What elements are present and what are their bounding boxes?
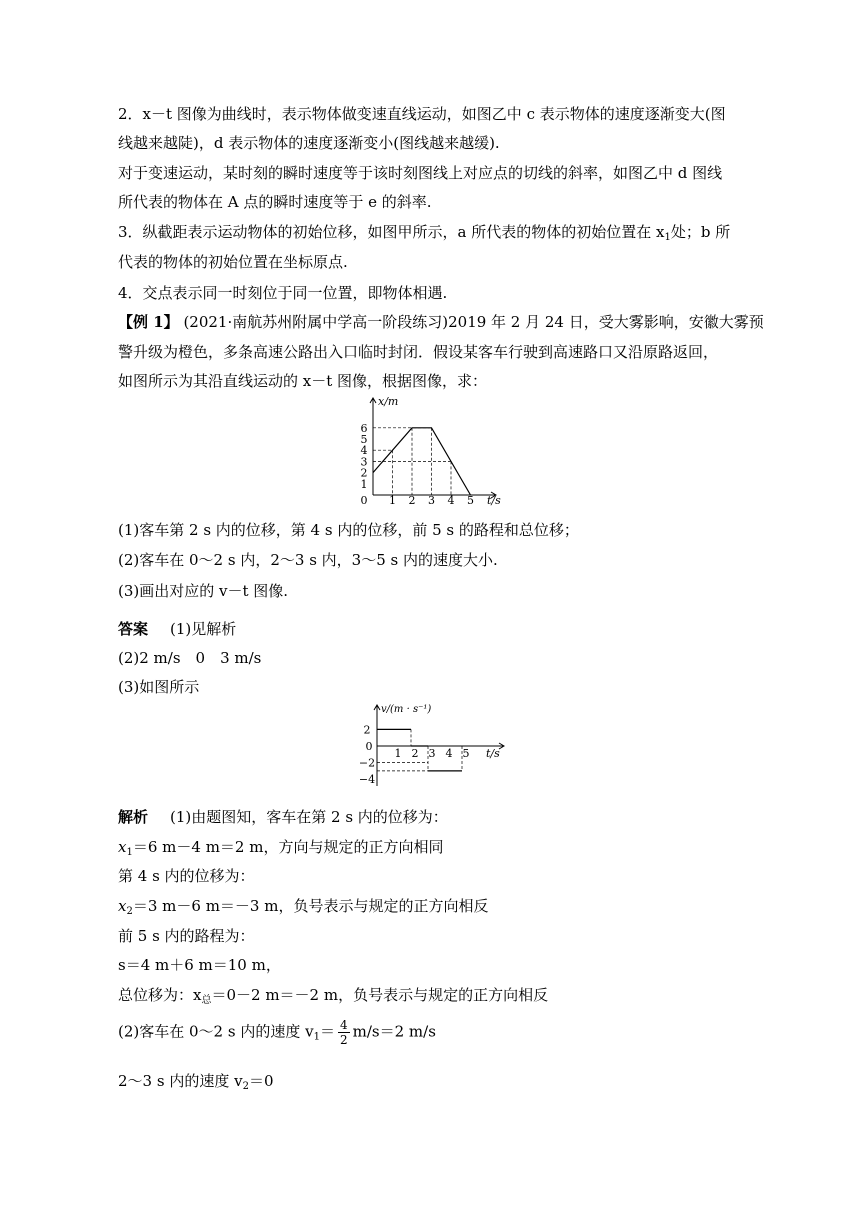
example-tag: 【例 1】 xyxy=(118,313,179,331)
x-tick-label: 2 xyxy=(411,747,419,760)
answer-line: (3)如图所示 xyxy=(118,678,200,696)
x-tick-label: 0 xyxy=(365,740,373,753)
answer-line: 答案 (1)见解析 xyxy=(118,620,237,638)
xt-series-line xyxy=(373,428,471,495)
y-axis-label: x/m xyxy=(378,395,399,408)
paragraph: 对于变速运动，某时刻的瞬时速度等于该时刻图线上对应点的切线的斜率，如图乙中 d 图线 xyxy=(118,164,723,182)
x-tick-label: 0 xyxy=(360,494,368,507)
y-tick-label: −4 xyxy=(358,773,376,787)
y-tick-label: 1 xyxy=(360,477,368,491)
solution-label: 解析 xyxy=(118,808,149,826)
x-tick-label: 5 xyxy=(462,747,470,760)
y-tick-label: 3 xyxy=(360,455,368,469)
x-tick-label: 2 xyxy=(408,494,416,507)
example-line: 如图所示为其沿直线运动的 x－t 图像，根据图像，求： xyxy=(118,372,488,390)
solution-line: 前 5 s 内的路程为： xyxy=(118,927,255,945)
x-tick-label: 4 xyxy=(445,747,453,760)
xt-chart xyxy=(355,393,515,513)
solution-line: 总位移为：$x_总=0-2$ m＝－2 m，负号表示与规定的正方向相反 xyxy=(118,986,549,1006)
x-tick-label: 1 xyxy=(389,494,396,507)
example-line: 【例 1】 (2021·南航苏州附属中学高一阶段练习)2019 年 2 月 24 日，受大雾影响，安徽大雾预 xyxy=(118,313,764,331)
solution-line: (2)客车在 0～2 s 内的速度 $v_1=$ $\frac{4}{2}$ m/s＝2 m/s xyxy=(118,1018,436,1047)
y-tick-label: 2 xyxy=(360,466,368,480)
paragraph: 4．交点表示同一时刻位于同一位置，即物体相遇. xyxy=(118,284,448,302)
question: (1)客车第 2 s 内的位移，第 4 s 内的位移，前 5 s 的路程和总位移； xyxy=(118,521,579,539)
y-tick-label: −2 xyxy=(358,756,376,770)
solution-line: $x_2=3$ m－6 m＝－3 m，负号表示与规定的正方向相反 xyxy=(118,897,489,917)
solution-line: 解析 (1)由题图知，客车在第 2 s 内的位移为： xyxy=(118,808,448,826)
x-tick-label: 3 xyxy=(428,494,435,507)
x-tick-label: 1 xyxy=(394,747,402,760)
x-tick-label: 4 xyxy=(447,494,455,507)
paragraph: 代表的物体的初始位置在坐标原点. xyxy=(118,253,348,271)
answer-label: 答案 xyxy=(118,620,149,638)
example-line: 警升级为橙色，多条高速公路出入口临时封闭．假设某客车行驶到高速路口又沿原路返回， xyxy=(118,343,719,361)
solution-line: 第 4 s 内的位移为： xyxy=(118,867,255,885)
answer-line: (2)2 m/s 0 3 m/s xyxy=(118,649,262,667)
x-axis-label: t/s xyxy=(486,747,500,760)
solution-line: 2～3 s 内的速度 $v_2=0$ xyxy=(118,1072,274,1092)
y-axis-label: v/(m · s⁻¹) xyxy=(381,704,432,715)
paragraph: 线越来越陡)，d 表示物体的速度逐渐变小(图线越来越缓). xyxy=(118,134,500,152)
x-axis-label: t/s xyxy=(487,494,501,507)
y-tick-label: 6 xyxy=(360,421,368,435)
question: (2)客车在 0～2 s 内，2～3 s 内，3～5 s 内的速度大小. xyxy=(118,551,498,569)
y-tick-label: 2 xyxy=(363,723,371,737)
fraction: $\frac{4}{2}$ xyxy=(339,1018,348,1047)
solution-line: $x_1=6$ m－4 m＝2 m，方向与规定的正方向相同 xyxy=(118,838,444,858)
paragraph: 2．x－t 图像为曲线时，表示物体做变速直线运动，如图乙中 c 表示物体的速度逐渐变大(图 xyxy=(118,105,726,123)
x-tick-label: 3 xyxy=(428,747,436,760)
paragraph: 所代表的物体在 A 点的瞬时速度等于 e 的斜率. xyxy=(118,193,432,211)
vt-chart xyxy=(355,700,515,800)
question: (3)画出对应的 v－t 图像. xyxy=(118,582,289,600)
x-tick-label: 5 xyxy=(467,494,474,507)
paragraph: 3．纵截距表示运动物体的初始位移，如图甲所示，a 所代表的物体的初始位置在 $x_1$处；b 所 xyxy=(118,223,731,243)
y-tick-label: 5 xyxy=(360,433,368,446)
y-tick-label: 4 xyxy=(360,444,368,458)
solution-line: s＝4 m＋6 m＝10 m， xyxy=(118,956,281,974)
